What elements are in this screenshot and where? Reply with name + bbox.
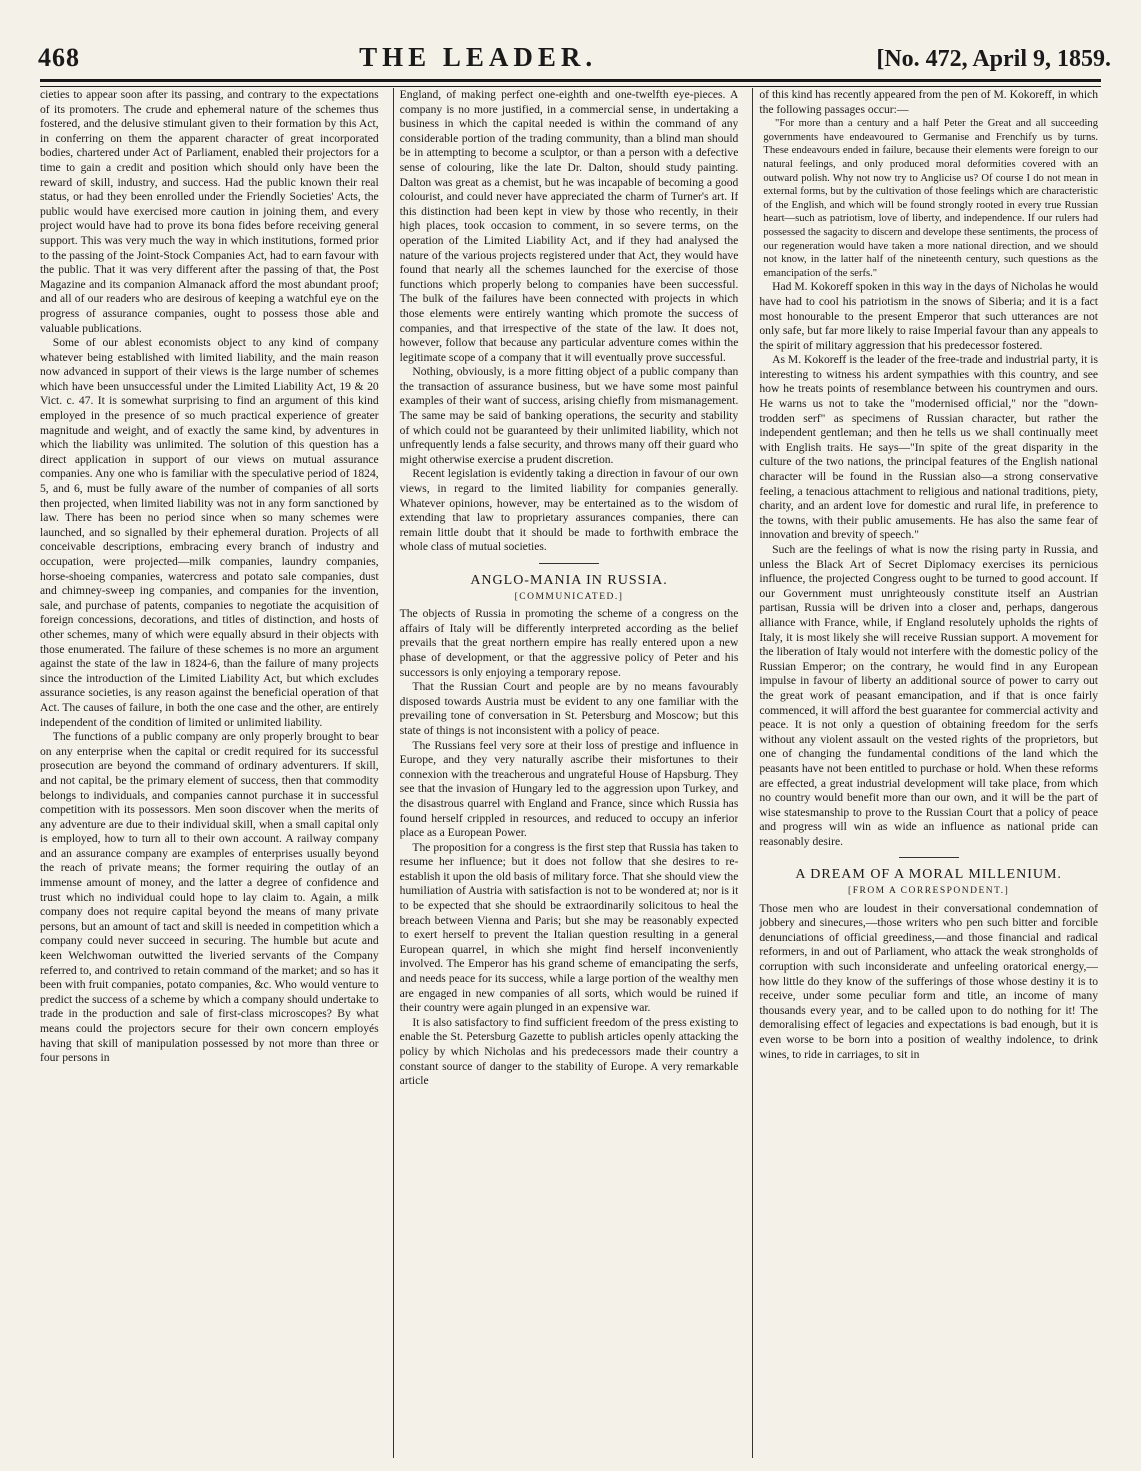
paragraph: The functions of a public company are only properly brought to bear on any enterprise when the capital or credit required for its successful prosecution are beyond the command of ordinary adventurers. If skill, and not capital, be the primary element of success, then that commodity belongs to individuals, and companies cannot purchase it in successful competition with its possessors. Men soon discover when the merits of any adventure are due to their individual skill, when a small capital only is employed, how to turn all to their own account. A railway company and an assurance company are examples of enterprises usually beyond the reach of private means; the former requiring the outlay of an immense amount of money, and the latter a degree of confidence and trust which no individual could hope to lay claim to. Again, a milk company does not require capital beyond the means of many private persons, but an amount of tact and skill is needed in competition which a company could never succeed in securing. The humble but acute and keen Welchwoman outwitted the liveried servants of the Company referred to, and contrived to retain command of the market; and so has it been with fruit companies, potato companies, &c. Who would venture to predict the success of a scheme by which a company should undertake to trade in the production and sale of first-class microscopes? By what means could the projectors secure for their own concern employés having that skill of manipulation possessed by not more than three or four persons in bbox=[40, 730, 379, 1065]
paragraph: Nothing, obviously, is a more fitting object of a public company than the transaction of assurance business, but we have some most painful examples of their want of success, arising chiefly from mismanagement. The same may be said of banking operations, the security and stability of which could not be guaranteed by their unlimited liability, which not unfrequently lends a false security, and throws many off their guard who might otherwise exercise a prudent discretion. bbox=[399, 365, 739, 466]
paragraph: Recent legislation is evidently taking a direction in favour of our own views, in regard to the limited liability for companies generally. Whatever opinions, however, may be entertained as to the wisdom of extending that law to proprietary assurances companies, there can remain little doubt that it should be made to forthwith embrace the whole class of mutual societies. bbox=[399, 467, 739, 554]
paragraph: Some of our ablest economists object to any kind of company whatever being established with limited liability, and the main reason now advanced in support of their views is the large number of schemes which have been unsuccessful under the Limited Liability Act, 19 & 20 Vict. c. 47. It is somewhat surprising to find an argument of this kind employed in the presence of so much practical experience of greater magnitude and weight, and of exactly the same kind, by adventures in which the liability was unlimited. The solution of this question has a direct application in support of our views on mutual assurance companies. Any one who is familiar with the speculative period of 1824, 5, and 6, must be fully aware of the number of companies of all sorts then projected, when limited liability was not in any form sanctioned by law. There has been no period since when so many schemes were launched, and so signalled by their ephemeral duration. Projects of all conceivable descriptions, embracing every branch of industry and occupation, were projected—milk companies, laundry companies, horse-shoeing companies, watercress and potato sale companies, dust and chimney-sweep ing companies, and companies for the invention, sale, and purchase of patents, companies to negotiate the acquisition of foreign concessions, decorations, and titles of distinction, and hosts of other schemes, many of which were equally absurd in their objects with those enumerated. The failure of these schemes is no more an argument against the state of the law in 1824-6, than the failure of many projects since the introduction of the Limited Liability Act, but which excludes assurance societies, is any reason against the beneficial operation of that Act. The causes of failure, in both the one case and the other, are entirely independent of the condition of limited or unlimited liability. bbox=[40, 336, 379, 729]
paragraph: England, of making perfect one-eighth and one-twelfth eye-pieces. A company is no more justified, in a commercial sense, in undertaking a business in which the capital needed is within the command of any considerable portion of the trading community, than a blind man should be in attempting to become a sculptor, or than a person with a defective sense of colouring, like the late Dr. Dalton, should study painting. Dalton was great as a chemist, but he was incapable of becoming a good colourist, and could never have appreciated the charm of Turner's art. If this distinction had been kept in view by those who recently, in their high places, took occasion to comment, in so severe terms, on the operation of the Limited Liability Act, and if they had analysed the nature of the various projects registered under that Act, they would have found that nearly all the schemes launched for the exercise of those functions which properly belong to companies have been successful. The bulk of the failures have been connected with projects in which those elements were entirely wanting which promote the success of companies, and that irrespective of the state of the law. It does not, however, follow that because any particular adventure comes within the legitimate scope of a company that it will eventually prove successful. bbox=[399, 88, 739, 364]
section-title-anglo-mania: ANGLO-MANIA IN RUSSIA. bbox=[470, 573, 668, 588]
paragraph: The proposition for a congress is the first step that Russia has taken to resume her influence; but it does not follow that she desires to re-establish it upon the old basis of military force. That she should view the humiliation of Austria with satisfaction is not to be wondered at; nor is it to be expected that she should be extraordinarily solicitous to heal the breach between Vienna and Paris; but she may be reasonably expected to exert herself to prevent the Italian question resulting in a general European quarrel, in which she might find herself inconveniently involved. The Emperor has his grand scheme of emancipating the serfs, and needs peace for its success, while a large portion of the wealthy men are engaged in new companies of all sorts, which would be ruined if their country were again plunged in an expensive war. bbox=[399, 840, 739, 1015]
section-divider bbox=[539, 563, 599, 564]
section-divider bbox=[899, 857, 959, 858]
paragraph: It is also satisfactory to find sufficient freedom of the press existing to enable the St. Petersburg Gazette to publish articles openly attacking the policy by which Nicholas and his predecessors made their country a constant source of danger to the stability of Europe. A very remarkable article bbox=[399, 1015, 739, 1088]
section-subtitle: [COMMUNICATED.] bbox=[514, 591, 624, 602]
column-1 bbox=[40, 88, 379, 1458]
paragraph: Had M. Kokoreff spoken in this way in the days of Nicholas he would have had to cool his patriotism in the snows of Siberia; and it is a fact most honourable to the present Emperor that such utterances are not only safe, but far more likely to raise Imperial favour than any appeals to the spirit of military aggression that his predecessor fostered. bbox=[759, 280, 1098, 352]
header-rule bbox=[40, 79, 1101, 87]
paragraph: As M. Kokoreff is the leader of the free-trade and industrial party, it is interesting to witness his ardent sympathies with this country, and see how he treats points of resemblance between his countrymen and ours. He warns us not to take the "modernised official," nor the "down-trodden serf" as specimens of Russian character, but rather the independent gentleman; and then he tells us we shall continually meet with English traits. He says—"In spite of the great disparity in the culture of the two nations, the principal features of the English national character will be found in the Russian also—a strong conservative feeling, a tenacious attachment to religious and national traditions, piety, charity, and an ardent love for domestic and rural life, in preference to the towns, with their public amusements. He has also the same fear of innovation and brevity of speech." bbox=[759, 353, 1098, 542]
paper-title: THE LEADER. bbox=[359, 42, 598, 72]
paragraph: of this kind has recently appeared from the pen of M. Kokoreff, in which the following passages occur:— bbox=[759, 88, 1098, 116]
quoted-passage: "For more than a century and a half Peter the Great and all succeeding governments have endeavoured to Germanise and Frenchify us by turns. These endeavours ended in failure, because their elements were foreign to our natural feelings, and only produced moral deformities covered with an outward polish. Why not now try to Anglicise us? Of course I do not mean in external forms, but by the cultivation of those feelings which are characteristic of the English, and which will be found strongly rooted in every true Russian heart—such as patriotism, love of liberty, and independence. If our rulers had possessed the sagacity to discern and develope these sentiments, the process of our regeneration would have taken a more national direction, and we should not know, in the latter half of the nineteenth century, such questions as the emancipation of the serfs." bbox=[763, 118, 1098, 279]
section-title-moral-millenium: A DREAM OF A MORAL MILLENIUM. bbox=[795, 867, 1062, 883]
paragraph: The Russians feel very sore at their loss of prestige and influence in Europe, and they very naturally ascribe their misfortunes to their connexion with the treacherous and ungrateful House of Hapsburg. They see that the invasion of Hungary led to the aggression upon Turkey, and the disastrous quarrel with England and France, since which Russia has found herself crippled in resources, and reduced to occupy an inferior place as a European Power. bbox=[399, 738, 739, 840]
issue-info: [No. 472, April 9, 1859. bbox=[876, 46, 1111, 72]
section-subtitle: [FROM A CORRESPONDENT.] bbox=[848, 886, 1010, 897]
article-columns bbox=[40, 88, 1098, 1458]
page-number: 468 bbox=[38, 43, 80, 72]
masthead bbox=[38, 42, 1111, 78]
column-2 bbox=[393, 88, 739, 1458]
paragraph: That the Russian Court and people are by no means favourably disposed towards Austria must be evident to any one familiar with the prevailing tone of conversation in St. Petersburg and Moscow; but this state of things is not inconsistent with a policy of peace. bbox=[399, 680, 739, 737]
paragraph: The objects of Russia in promoting the scheme of a congress on the affairs of Italy will be differently interpreted according as the belief prevails that the great northern empire has really entered upon a new phase of development, or that the aggressive policy of Peter and his successors is only enjoying a temporary repose. bbox=[399, 607, 739, 679]
paragraph: Those men who are loudest in their conversational condemnation of jobbery and sinecures,—those writers who pen such bitter and forcible denunciations of official greediness,—and those financial and radical reformers, in and out of Parliament, who attack the weak strongholds of corruption with such inconsiderate and unfeeling oratorical energy,—how little do they know of the sufferings of those whose destiny it is to receive, under some peculiar form and title, an income of many thousands every year, and to be called upon to do nothing for it! The demoralising effect of legacies and expectations is bad enough, but it is even worse to be born into a position of wealthy indolence, to drink wines, to ride in carriages, to sit in bbox=[759, 901, 1098, 1061]
paragraph: Such are the feelings of what is now the rising party in Russia, and unless the Black Art of Secret Diplomacy exercises its pernicious influence, the projected Congress ought to be turned to good account. If our Government must unrighteously constitute itself an Austrian partisan, Russia will be driven into a closer and, perhaps, dangerous alliance with France, while, if England resolutely upholds the rights of Italy, it is most likely she will receive Russian support. A movement for the liberation of Italy would not interfere with the domestic policy of the Russian Emperor; on the contrary, he would find in any European impulse in favour of liberty an additional source of power to carry out the great work of peasant emancipation, and if that is once fairly commenced, it will afford the best guarantee for commercial activity and peace. It is not only a question of obtaining freedom for the serfs without any violent assault on the vested rights of the proprietors, but one of changing the fundamental conditions of the land which the peasants have not been entitled to purchase or hold. When these reforms are effected, a great industrial development will take place, from which no country would benefit more than our own, and it will be the part of wise statesmanship to prove to the Russian Court that a policy of peace and progress will win as wide an influence as national pride can reasonably desire. bbox=[759, 543, 1098, 848]
column-3 bbox=[752, 88, 1098, 1458]
paragraph: cieties to appear soon after its passing, and contrary to the expectations of its promoters. The crude and ephemeral nature of the schemes thus fostered, and the delusive stimulant given to their formation by this Act, in conferring on them the apparent character of great incorporated bodies, chartered under Act of Parliament, enabled their projectors for a time to gain a credit and position which should only have been the reward of skill, industry, and success. Had the public known their real status, or had they been enrolled under the Friendly Societies' Acts, the public would have exercised more caution in joining them, and every project would have had to prove its bona fides before receiving general support. This was very much the way in which institutions, formed prior to the passing of the Joint-Stock Companies Act, had to earn favour with the public. That it was very different after the passing of that, the Post Magazine and its companion Almanack afford the most abundant proof; and all of our readers who are desirous of keeping a watchful eye on the progress of assurance companies, ought to possess those able and valuable publications. bbox=[40, 88, 379, 335]
